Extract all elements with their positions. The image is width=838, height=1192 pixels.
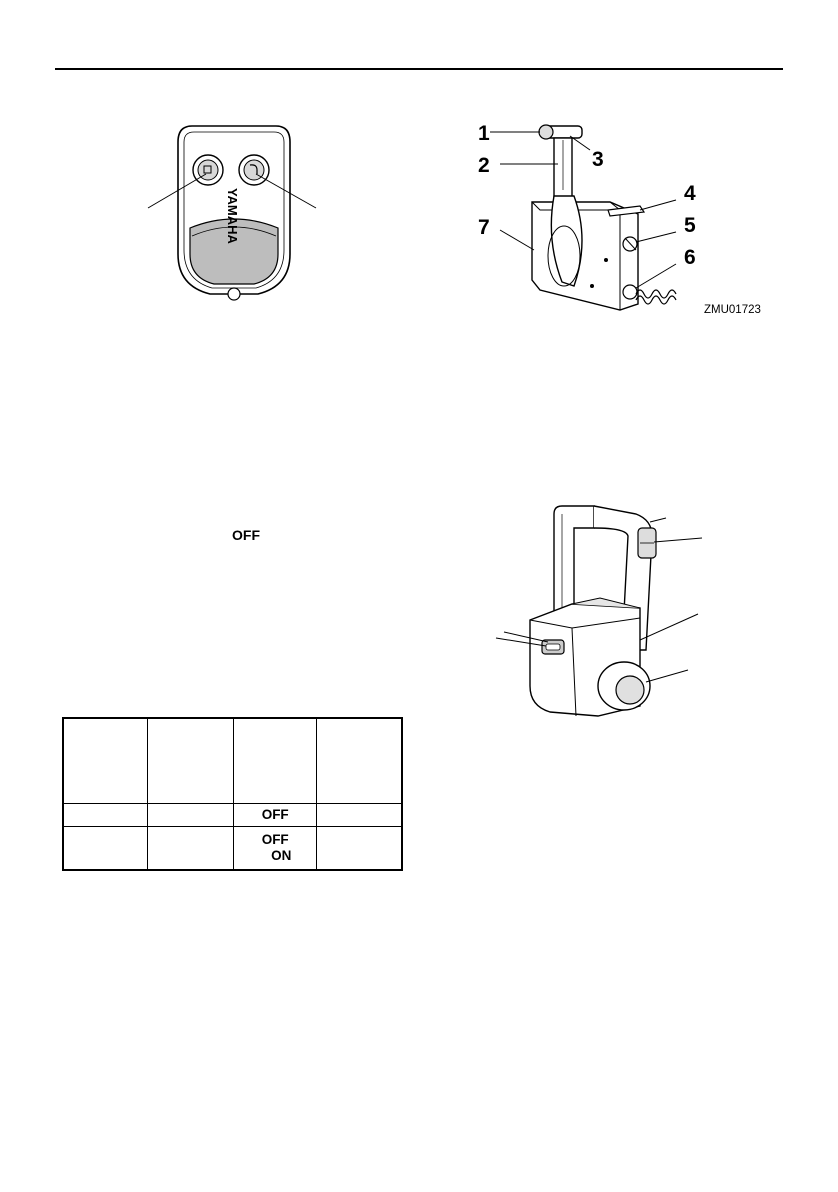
figure-code: ZMU01723 (704, 304, 761, 316)
callout-2: 2 (478, 154, 490, 177)
off-label: OFF (232, 527, 260, 543)
table-cell (147, 804, 233, 827)
state-table (62, 717, 403, 871)
table-header-row (63, 718, 402, 804)
table-cell: OFF (234, 804, 317, 827)
table-cell (147, 718, 233, 804)
fob-key-ring-hole (228, 288, 240, 300)
callout-3: 3 (592, 148, 604, 171)
table-cell (147, 827, 233, 871)
table-cell (317, 827, 402, 871)
callout-7: 7 (478, 216, 490, 239)
callout-6: 6 (684, 246, 696, 269)
side-mount-remote-figure (470, 110, 790, 320)
table-cell (63, 718, 147, 804)
table-cell (63, 827, 147, 871)
callout-4: 4 (684, 182, 696, 205)
header-rule (55, 68, 783, 70)
table-cell (234, 827, 317, 871)
table-row (63, 804, 402, 827)
table-row (63, 827, 402, 871)
table-cell (317, 804, 402, 827)
binnacle-remote-figure (490, 500, 710, 725)
callout-5: 5 (684, 214, 696, 237)
fob-brand-label: YAMAHA (225, 188, 240, 244)
table-cell (317, 718, 402, 804)
table-cell (63, 804, 147, 827)
table-cell (234, 718, 317, 804)
table-cell-line-on: ON (271, 848, 292, 863)
remote-fob-figure (140, 118, 330, 308)
callout-1: 1 (478, 122, 490, 145)
table-cell-line-off: OFF (261, 832, 289, 847)
